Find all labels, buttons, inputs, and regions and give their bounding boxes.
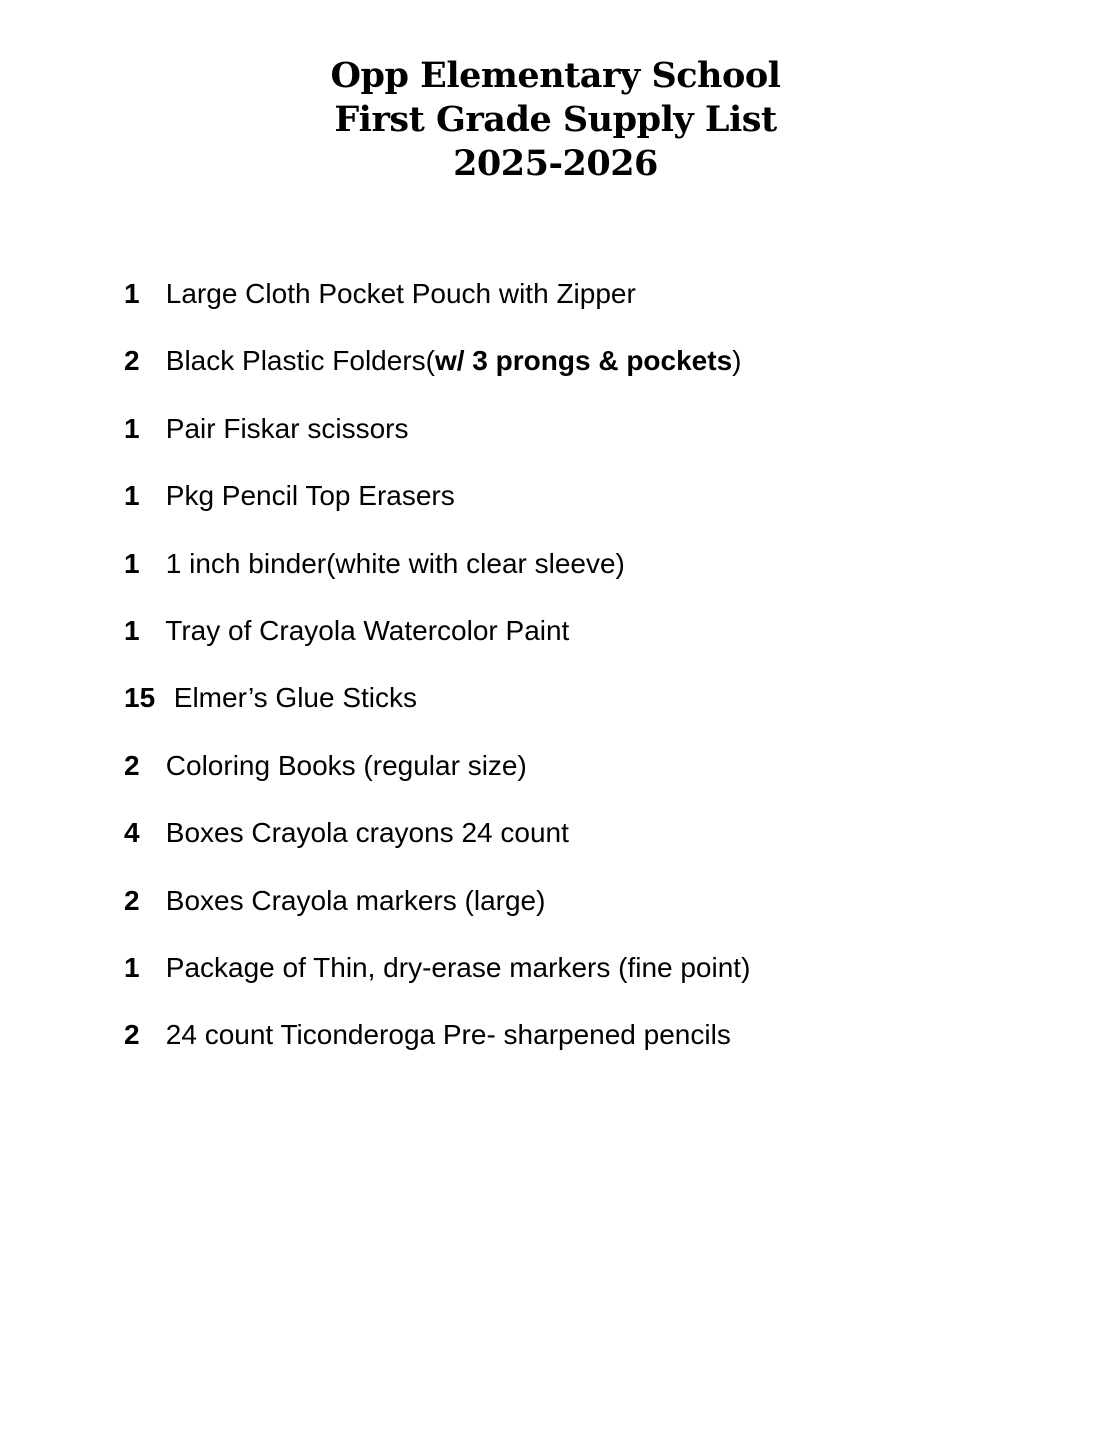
list-title: First Grade Supply List <box>334 99 777 140</box>
item-quantity: 15 <box>124 682 156 714</box>
item-description: Pkg Pencil Top Erasers <box>165 480 455 512</box>
item-quantity: 1 <box>124 951 140 983</box>
list-item <box>124 339 750 383</box>
item-quantity: 2 <box>124 1019 140 1051</box>
item-quantity: 2 <box>124 884 140 916</box>
item-description: Elmer’s Glue Sticks <box>173 682 418 714</box>
school-name: Opp Elementary School <box>330 55 781 96</box>
item-description: Coloring Books (regular size) <box>165 749 527 781</box>
item-quantity: 2 <box>124 749 140 781</box>
list-item <box>124 744 750 788</box>
list-item <box>124 879 750 923</box>
item-description: Package of Thin, dry-erase markers (fine point) <box>165 951 751 983</box>
supply-list <box>124 272 750 1081</box>
item-description: Tray of Crayola Watercolor Paint <box>165 614 570 646</box>
list-item <box>124 676 750 720</box>
item-quantity: 1 <box>124 614 140 646</box>
item-description-end: ) <box>732 345 742 377</box>
item-description: Pair Fiskar scissors <box>165 412 409 444</box>
document-header <box>0 54 1111 186</box>
list-item <box>124 542 750 586</box>
item-description: Boxes Crayola crayons 24 count <box>165 817 569 849</box>
item-quantity: 1 <box>124 412 140 444</box>
list-item <box>124 609 750 653</box>
list-item <box>124 1013 750 1057</box>
list-item <box>124 811 750 855</box>
list-item <box>124 946 750 990</box>
item-quantity: 4 <box>124 817 140 849</box>
school-year: 2025-2026 <box>453 143 658 184</box>
list-item <box>124 407 750 451</box>
item-quantity: 1 <box>124 547 140 579</box>
item-description-emphasis: w/ 3 prongs & pockets <box>434 345 733 377</box>
item-description: 24 count Ticonderoga Pre- sharpened pencils <box>165 1019 731 1051</box>
list-item <box>124 272 750 316</box>
item-description: 1 inch binder(white with clear sleeve) <box>165 547 625 579</box>
item-quantity: 1 <box>124 480 140 512</box>
item-description: Large Cloth Pocket Pouch with Zipper <box>165 278 636 309</box>
item-quantity: 1 <box>124 278 140 309</box>
list-item <box>124 474 750 518</box>
item-description: Boxes Crayola markers (large) <box>165 884 546 916</box>
item-quantity: 2 <box>124 345 140 377</box>
item-description: Black Plastic Folders( <box>165 345 435 377</box>
